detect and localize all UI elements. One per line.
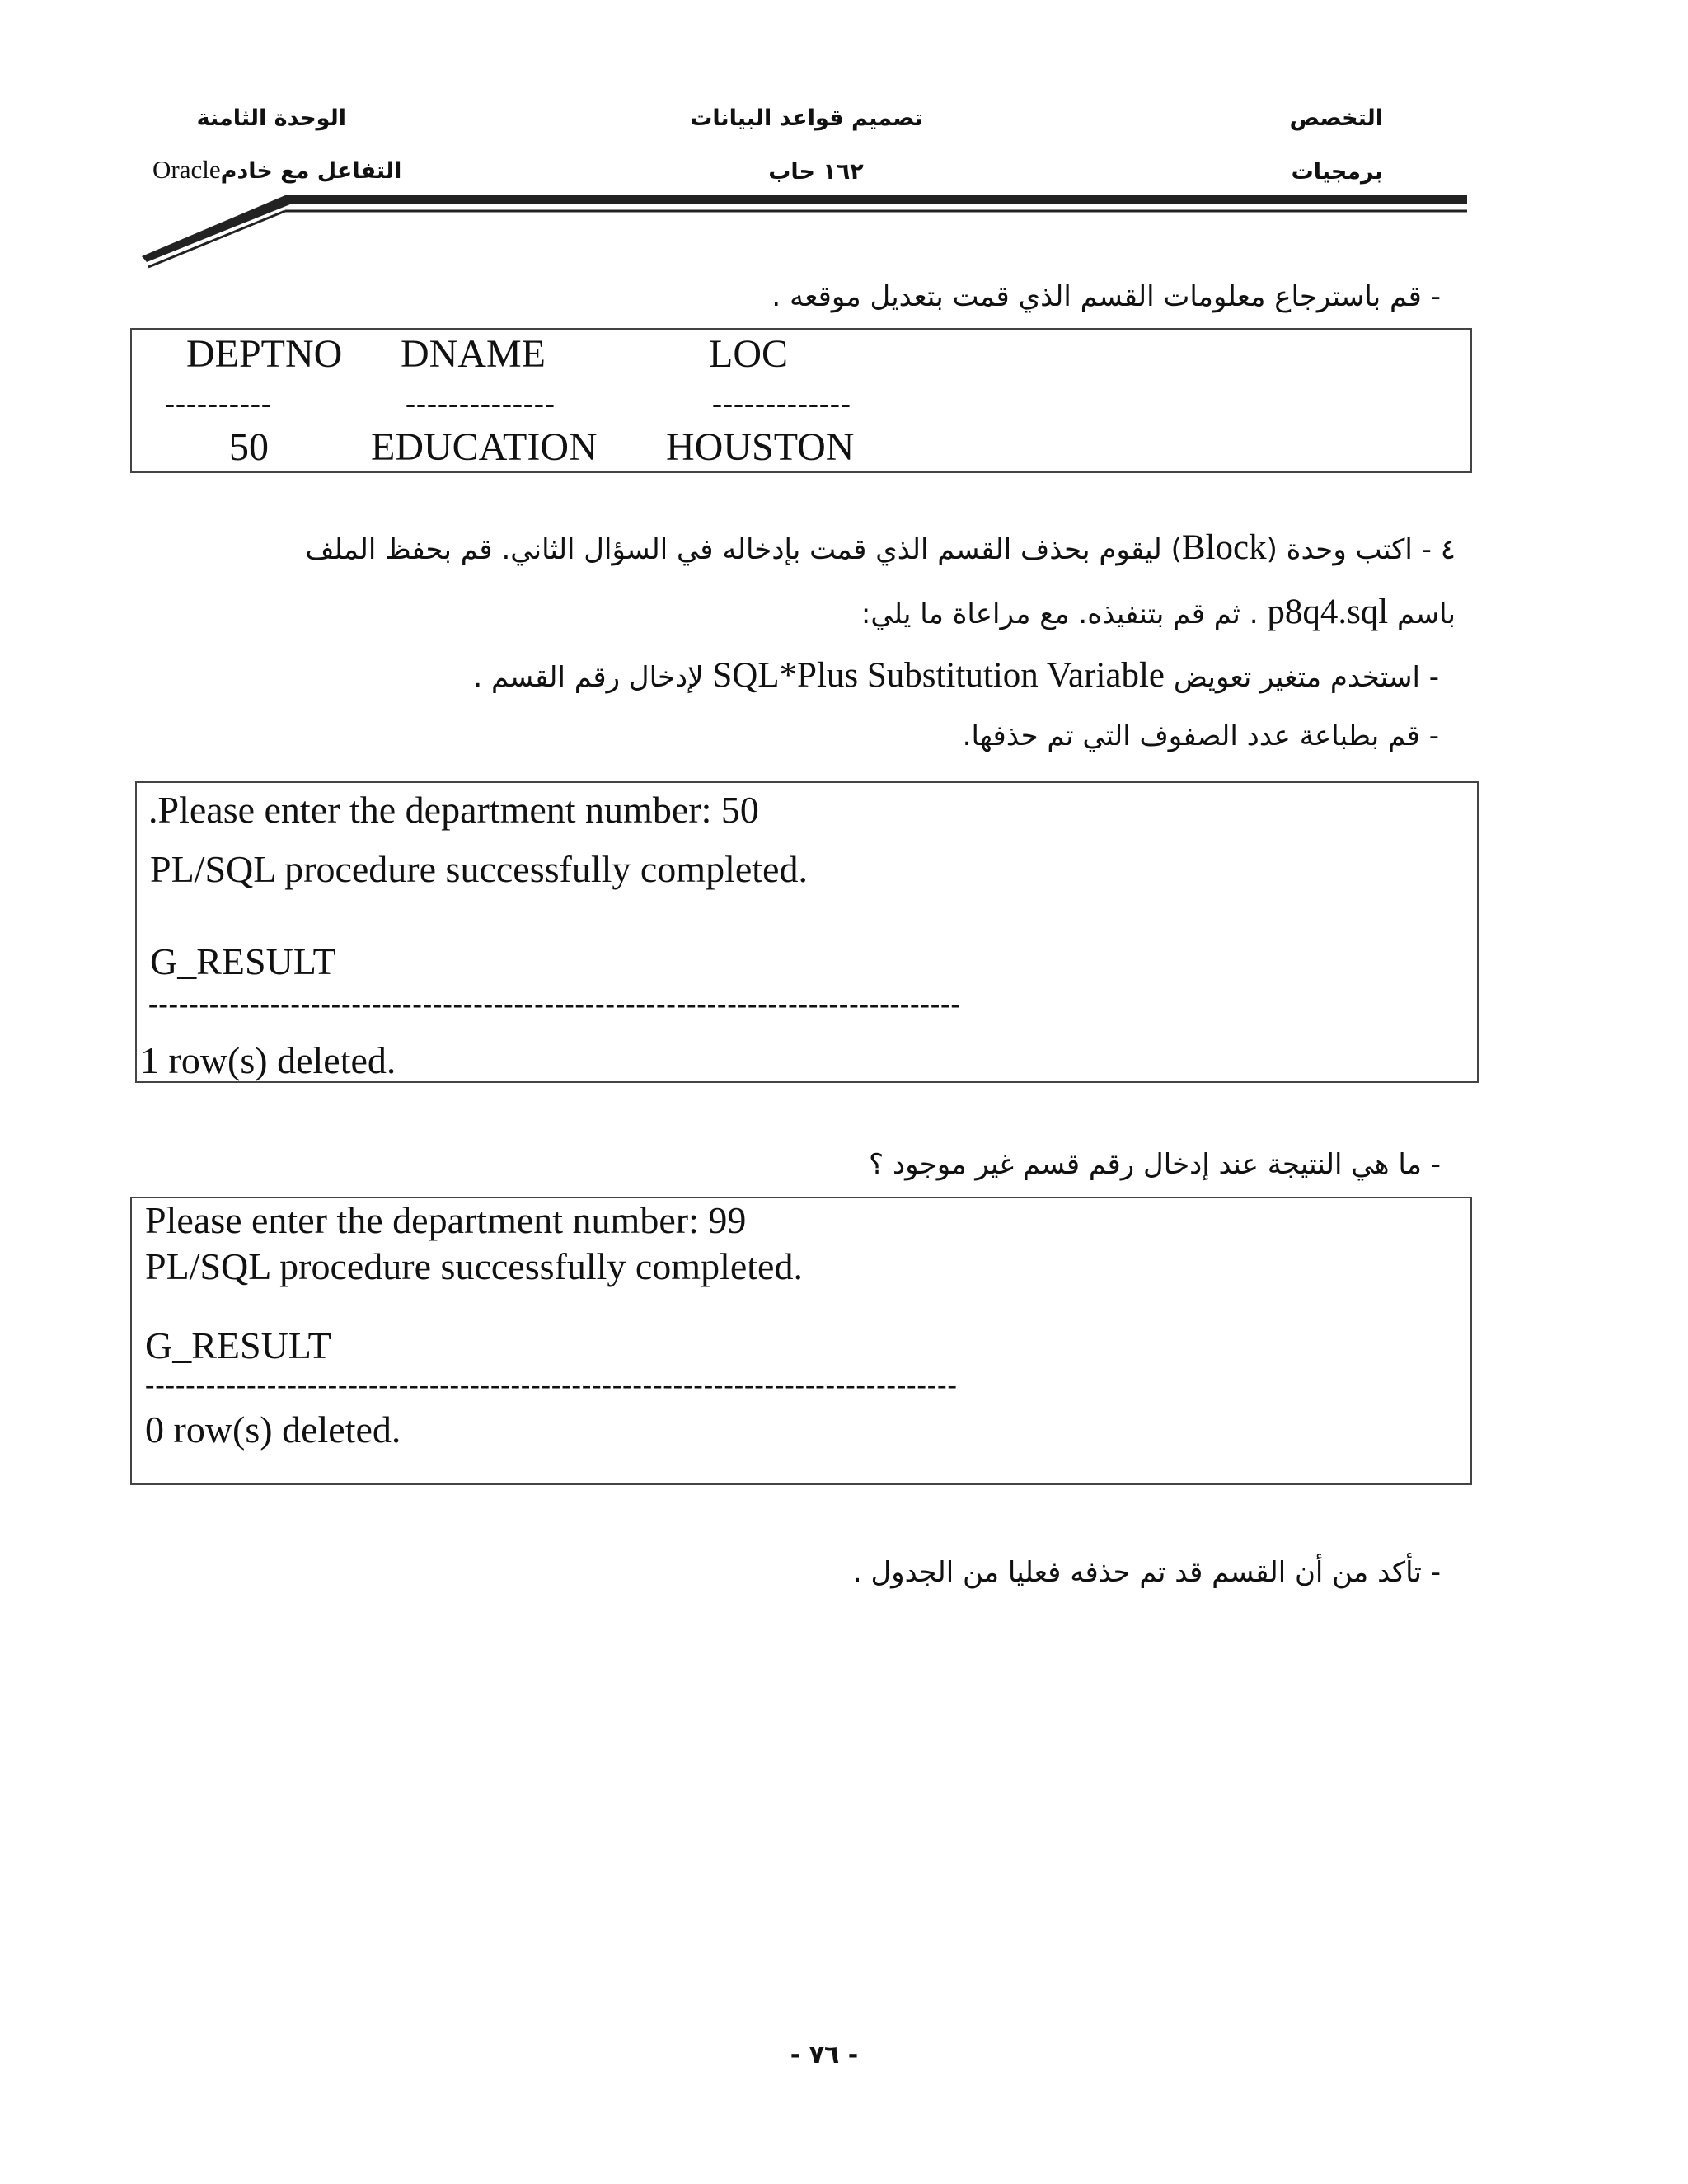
output-status: PL/SQL procedure successfully completed.	[150, 848, 808, 890]
output-dashes: --------------------------------------------------------------------------------	[145, 1370, 958, 1400]
file-name: p8q4.sql	[1267, 593, 1389, 631]
page-number: - ٧٦ -	[790, 2041, 859, 2069]
header-specialty-value: برمجيات	[1291, 159, 1383, 185]
question-nonexistent-department: - ما هي النتيجة عند إدخال رقم قسم غير موجود ؟	[869, 1148, 1441, 1181]
header-unit-subtitle-ar: التفاعل مع خادم	[220, 158, 402, 184]
col-header-dname: DNAME	[401, 332, 546, 376]
question-4-line-2-a: باسم	[1388, 598, 1456, 630]
bullet-1-b: لإدخال رقم القسم .	[473, 661, 713, 694]
question-4-text-b: ) ليقوم بحذف القسم الذي قمت بإدخاله في السؤال الثاني. قم بحفظ الملف	[305, 533, 1182, 566]
header-unit-title: الوحدة الثامنة	[196, 105, 346, 131]
output-variable: G_RESULT	[145, 1324, 331, 1366]
header-unit-subtitle-en: Oracle	[152, 155, 221, 184]
instruction-retrieve-department: - قم باسترجاع معلومات القسم الذي قمت بتعديل موقعه .	[771, 280, 1441, 313]
col-dash-dname: --------------	[406, 387, 556, 419]
question-4-line-2-b: . ثم قم بتنفيذه. مع مراعاة ما يلي:	[860, 598, 1268, 630]
output-box-delete	[135, 781, 1479, 1083]
bullet-print-rows: - قم بطباعة عدد الصفوف التي تم حذفها.	[962, 719, 1439, 752]
output-result: 1 row(s) deleted.	[140, 1039, 396, 1081]
query-result-table	[130, 328, 1472, 473]
output-box-nonexistent	[130, 1197, 1472, 1485]
bullet-1-a: - استخدم متغير تعويض	[1165, 661, 1439, 694]
col-dash-loc: -------------	[712, 387, 851, 419]
question-4-line-1	[305, 527, 1456, 568]
cell-deptno: 50	[229, 425, 269, 469]
header-course-title: تصميم قواعد البيانات	[690, 105, 923, 131]
output-variable: G_RESULT	[150, 940, 336, 982]
header-rule-thick	[142, 195, 1467, 262]
col-dash-deptno: ----------	[165, 387, 272, 419]
output-dashes: --------------------------------------------------------------------------------	[148, 989, 961, 1019]
instruction-verify-deletion: - تأكد من أن القسم قد تم حذفه فعليا من الجدول .	[852, 1556, 1441, 1589]
header-specialty-label: التخصص	[1289, 105, 1383, 131]
col-header-deptno: DEPTNO	[186, 332, 343, 376]
output-status: PL/SQL procedure successfully completed.	[145, 1245, 803, 1287]
bullet-substitution-variable	[473, 655, 1439, 696]
output-prompt: Please enter the department number: 99	[145, 1199, 747, 1241]
header-course-code: ١٦٢ حاب	[768, 159, 864, 185]
cell-loc: HOUSTON	[666, 425, 855, 469]
cell-dname: EDUCATION	[371, 425, 598, 469]
question-4-line-2	[861, 592, 1456, 632]
output-prompt: .Please enter the department number: 50	[148, 789, 759, 831]
bullet-1-en: SQL*Plus Substitution Variable	[712, 656, 1165, 695]
col-header-loc: LOC	[709, 332, 788, 376]
question-4-text-a: - اكتب وحدة (	[1266, 533, 1432, 566]
output-result: 0 row(s) deleted.	[145, 1408, 401, 1451]
keyword-block: Block	[1181, 528, 1267, 567]
question-number: ٤	[1440, 533, 1456, 566]
header-rule-diag-thin	[148, 211, 285, 267]
header-rule	[0, 0, 1688, 272]
